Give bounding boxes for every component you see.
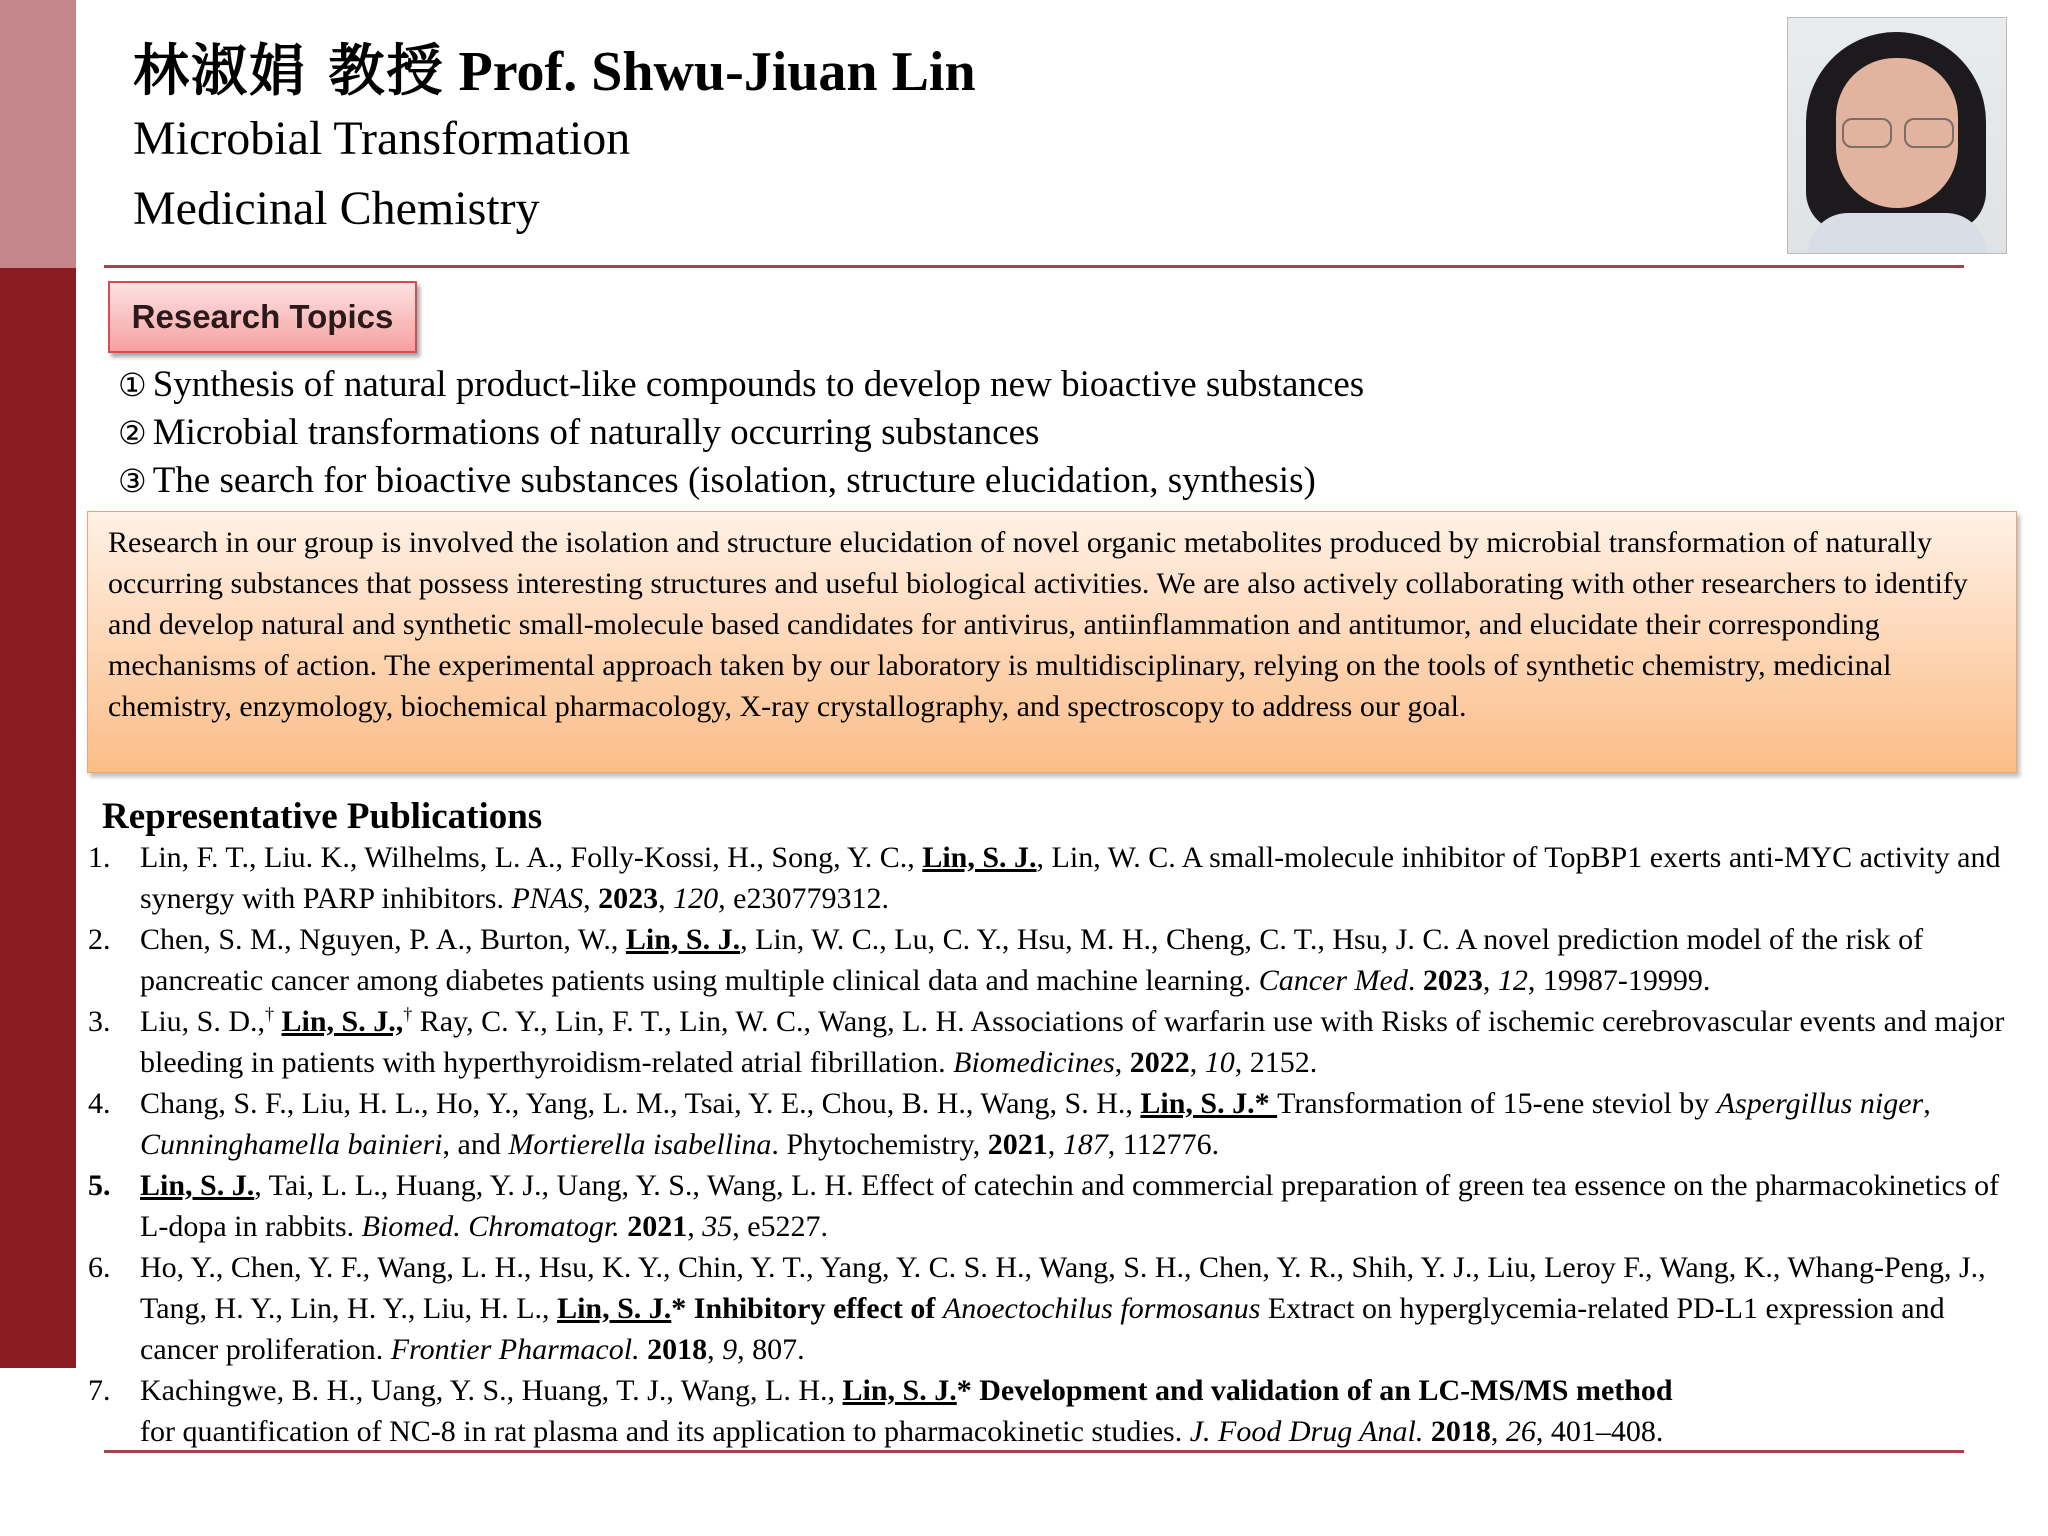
divider-top xyxy=(104,265,1964,268)
sidebar-accent-light xyxy=(0,0,76,268)
header xyxy=(133,40,976,244)
self-author: Lin, S. J. xyxy=(625,923,741,956)
publication-item: 6. Ho, Y., Chen, Y. F., Wang, L. H., Hsu, K. Y., Chin, Y. T., Yang, Y. C. S. H., Wang, S. H., Chen, Y. R., Shih, Y. J., Liu, Leroy F., Wang, K., Whang-Peng, J., Tang, H. Y., Lin, H. Y., Liu, H. L., Lin, S. J.* Inhibitory effect of Anoectochilus formosanus Extract on hyperglycemia-related PD-L1 expression and cancer proliferation. Frontier Pharmacol. 2018, 9, 807. xyxy=(88,1251,1986,1366)
research-topics-button[interactable]: Research Topics xyxy=(108,281,417,353)
page-title xyxy=(133,40,976,104)
name-english: Prof. Shwu-Jiuan Lin xyxy=(458,41,976,103)
publication-item: 5. Lin, S. J., Tai, L. L., Huang, Y. J., Uang, Y. S., Wang, L. H. Effect of catechin and commercial preparation of green tea essence on the pharmacokinetics of L-dopa in rabbits. Biomed. Chromatogr. 2021, 35, e5227. xyxy=(88,1169,2000,1243)
publication-item: 4. Chang, S. F., Liu, H. L., Ho, Y., Yang, L. M., Tsai, Y. E., Chou, B. H., Wang, S. H., Lin, S. J.* Transformation of 15-ene steviol by Aspergillus niger, Cunninghamella bainieri, and Mortierella isabellina. Phytochemistry, 2021, 187, 112776. xyxy=(88,1087,1931,1161)
self-author: Lin, S. J.* xyxy=(1140,1087,1278,1120)
publication-item: 2. Chen, S. M., Nguyen, P. A., Burton, W., Lin, S. J., Lin, W. C., Lu, C. Y., Hsu, M. H., Cheng, C. T., Hsu, J. C. A novel prediction model of the risk of pancreatic cancer among diabetes patients using multiple clinical data and machine learning. Cancer Med. 2023, 12, 19987-19999. xyxy=(88,923,1924,997)
glasses-icon xyxy=(1838,118,1956,144)
research-summary: Research in our group is involved the isolation and structure elucidation of novel organic metabolites produced by microbial transformation of naturally occurring substances that possess interesting structures and useful biological activities. We are also actively collaborating with other researchers to identify and develop natural and synthetic small-molecule based candidates for antivirus, antiinflammation and antitumor, and elucidate their corresponding mechanisms of action. The experimental approach taken by our laboratory is multidisciplinary, relying on the tools of synthetic chemistry, medicinal chemistry, enzymology, biochemical pharmacology, X-ray crystallography, and spectroscopy to address our goal. xyxy=(87,511,2017,773)
self-author: Lin, S. J. xyxy=(140,1169,255,1202)
publication-item: 1. Lin, F. T., Liu. K., Wilhelms, L. A., Folly-Kossi, H., Song, Y. C., Lin, S. J., Lin, W. C. A small-molecule inhibitor of TopBP1 exerts anti-MYC activity and synergy with PARP inhibitors. PNAS, 2023, 120, e230779312. xyxy=(88,841,2001,915)
profile-photo xyxy=(1787,17,2007,254)
publications-list xyxy=(88,837,2018,1452)
topic-item: ① Synthesis of natural product-like compounds to develop new bioactive substances xyxy=(118,364,1365,405)
publications-heading: Representative Publications xyxy=(102,796,543,837)
self-author: Lin, S. J. xyxy=(557,1292,672,1325)
field-microbial: Microbial Transformation xyxy=(133,112,631,165)
divider-bottom xyxy=(104,1450,1964,1453)
publication-item: 7. Kachingwe, B. H., Uang, Y. S., Huang, T. J., Wang, L. H., Lin, S. J.* Development and validation of an LC-MS/MS method for quantification of NC-8 in rat plasma and its application to pharmacokinetic studies. J. Food Drug Anal. 2018, 26, 401–408. xyxy=(88,1374,1673,1448)
self-author: Lin, S. J., xyxy=(281,1005,404,1038)
sidebar-accent-dark xyxy=(0,268,76,1368)
self-author: Lin, S. J. xyxy=(842,1374,957,1407)
research-topics-list xyxy=(118,361,1364,505)
topic-item: ② Microbial transformations of naturally occurring substances xyxy=(118,412,1040,453)
field-medicinal: Medicinal Chemistry xyxy=(133,182,540,235)
name-chinese: 林淑娟 教授 xyxy=(133,39,445,104)
publication-item: 3. Liu, S. D.,† Lin, S. J.,† Ray, C. Y., Lin, F. T., Lin, W. C., Wang, L. H. Associations of warfarin use with Risks of ischemic cerebrovascular events and major bleeding in patients with hyperthyroidism-related atrial fibrillation. Biomedicines, 2022, 10, 2152. xyxy=(88,1004,2005,1079)
self-author: Lin, S. J. xyxy=(922,841,1037,874)
topic-item: ③ The search for bioactive substances (isolation, structure elucidation, synthesis) xyxy=(118,460,1316,501)
